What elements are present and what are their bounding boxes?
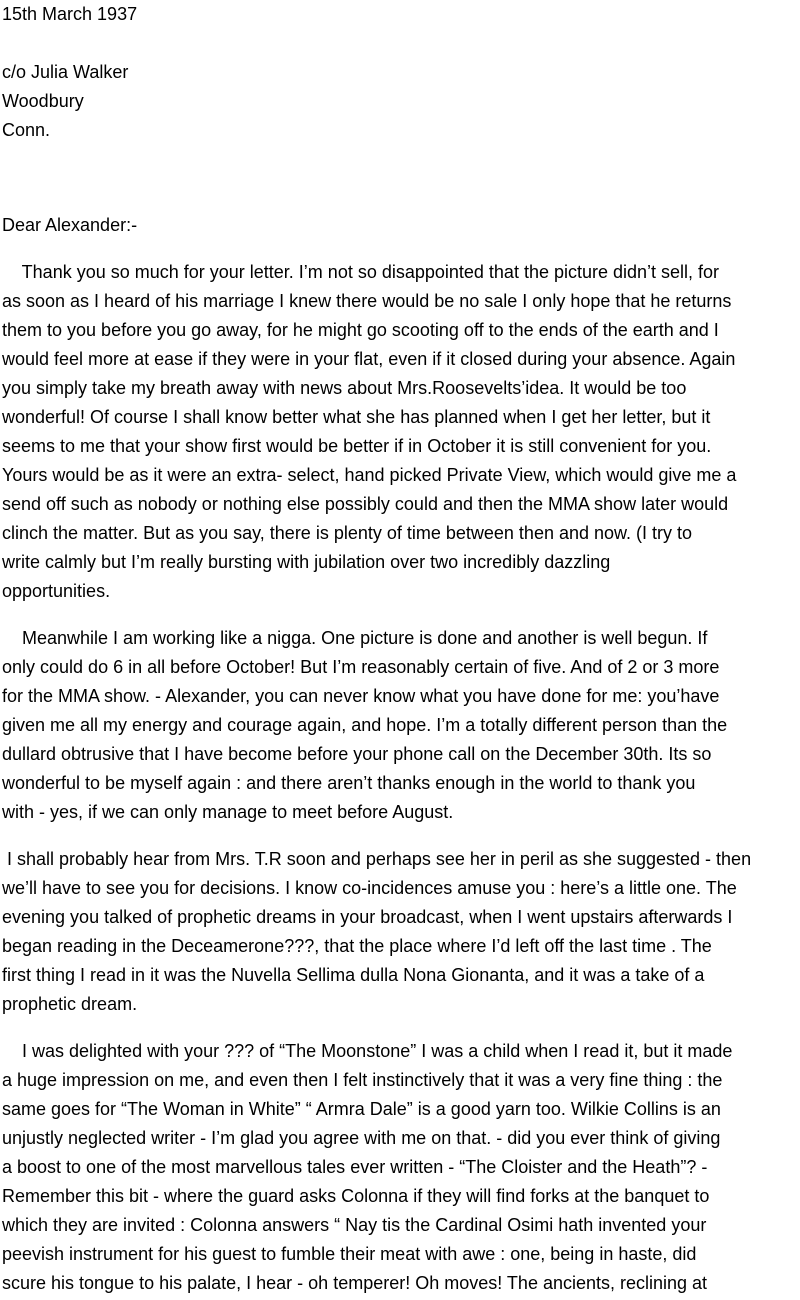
paragraph-2-line: with - yes, if we can only manage to meet before August.	[2, 802, 454, 822]
paragraph-1-line: as soon as I heard of his marriage I knew there would be no sale I only hope that he returns	[2, 291, 732, 311]
address-line: Conn.	[2, 120, 51, 140]
paragraph-1-line: write calmly but I’m really bursting with jubilation over two incredibly dazzling	[2, 552, 611, 572]
paragraph-1-line: Thank you so much for your letter. I’m not so disappointed that the picture didn’t sell, for	[2, 262, 720, 282]
paragraph-1-line: seems to me that your show first would be better if in October it is still convenient for you.	[2, 436, 712, 456]
paragraph-2-line: Meanwhile I am working like a nigga. One picture is done and another is well begun. If	[2, 628, 708, 648]
paragraph-1-line: wonderful! Of course I shall know better what she has planned when I get her letter, but it	[2, 407, 711, 427]
paragraph-2-line: for the MMA show. - Alexander, you can never know what you have done for me: you’have	[2, 686, 720, 706]
paragraph-1-line: clinch the matter. But as you say, there is plenty of time between then and now. (I try to	[2, 523, 693, 543]
paragraph-1-line: you simply take my breath away with news about Mrs.Roosevelts’idea. It would be too	[2, 378, 687, 398]
paragraph-4-line: a boost to one of the most marvellous tales ever written - “The Cloister and the Heath”? -	[2, 1157, 708, 1177]
paragraph-1-line: opportunities.	[2, 581, 111, 601]
paragraph-2-line: given me all my energy and courage again, and hope. I’m a totally different person than the	[2, 715, 728, 735]
paragraph-4-line: scure his tongue to his palate, I hear - oh temperer! Oh moves! The ancients, reclining at	[2, 1273, 708, 1293]
paragraph-2-line: only could do 6 in all before October! But I’m reasonably certain of five. And of 2 or 3 more	[2, 657, 720, 677]
paragraph-4-line: which they are invited : Colonna answers “ Nay tis the Cardinal Osimi hath invented your	[2, 1215, 707, 1235]
paragraph-2-line: wonderful to be myself again : and there aren’t thanks enough in the world to thank you	[2, 773, 696, 793]
paragraph-1-line: them to you before you go away, for he might go scooting off to the ends of the earth and I	[2, 320, 719, 340]
paragraph-1-line: Yours would be as it were an extra- select, hand picked Private View, which would give me a	[2, 465, 737, 485]
paragraph-2-line: dullard obtrusive that I have become before your phone call on the December 30th. Its so	[2, 744, 712, 764]
paragraph-3-line: I shall probably hear from Mrs. T.R soon and perhaps see her in peril as she suggested - then	[2, 849, 752, 869]
address-line: Woodbury	[2, 91, 84, 111]
paragraph-1-line: send off such as nobody or nothing else possibly could and then the MMA show later would	[2, 494, 729, 514]
paragraph-3-line: first thing I read in it was the Nuvella Sellima dulla Nona Gionanta, and it was a take of a	[2, 965, 705, 985]
salutation: Dear Alexander:-	[2, 215, 138, 235]
paragraph-3-line: began reading in the Deceamerone???, that the place where I’d left off the last time . The	[2, 936, 712, 956]
paragraph-4-line: a huge impression on me, and even then I felt instinctively that it was a very fine thing : the	[2, 1070, 723, 1090]
paragraph-3-line: we’ll have to see you for decisions. I know co-incidences amuse you : here’s a little one. The	[2, 878, 737, 898]
paragraph-4-line: Remember this bit - where the guard asks Colonna if they will find forks at the banquet to	[2, 1186, 710, 1206]
paragraph-1-line: would feel more at ease if they were in your flat, even if it closed during your absence. Again	[2, 349, 736, 369]
paragraph-3-line: evening you talked of prophetic dreams in your broadcast, when I went upstairs afterwards I	[2, 907, 733, 927]
paragraph-4-line: peevish instrument for his guest to fumble their meat with awe : one, being in haste, did	[2, 1244, 697, 1264]
paragraph-4-line: I was delighted with your ??? of “The Moonstone” I was a child when I read it, but it made	[2, 1041, 733, 1061]
address-line: c/o Julia Walker	[2, 62, 129, 82]
paragraph-3-line: prophetic dream.	[2, 994, 138, 1014]
paragraph-4-line: same goes for “The Woman in White” “ Armra Dale” is a good yarn too. Wilkie Collins is an	[2, 1099, 721, 1119]
paragraph-4-line: unjustly neglected writer - I’m glad you agree with me on that. - did you ever think of giving	[2, 1128, 721, 1148]
letter-date: 15th March 1937	[2, 4, 138, 24]
